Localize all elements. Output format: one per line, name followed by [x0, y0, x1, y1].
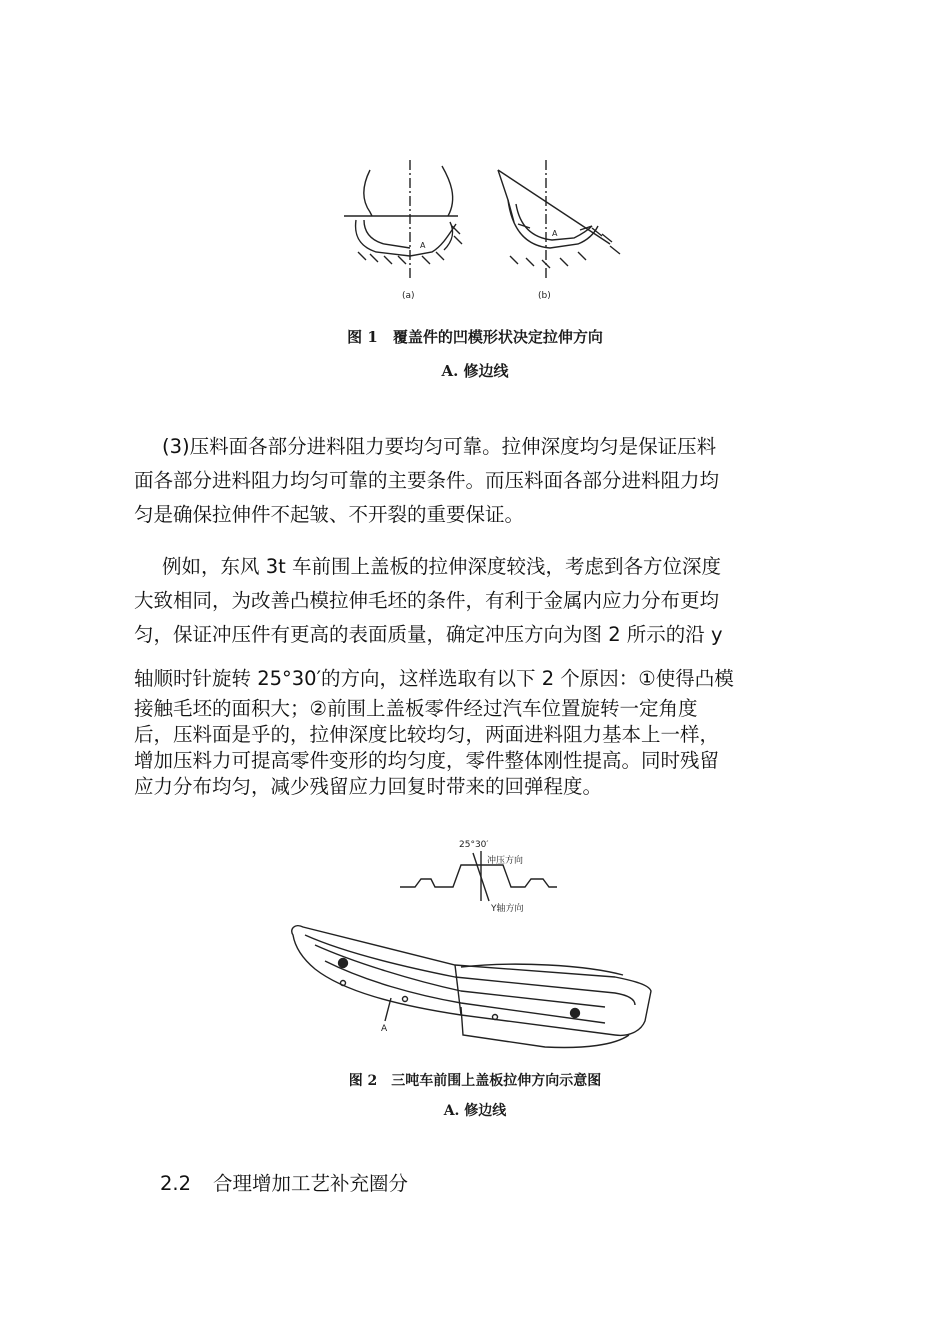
paragraph-2-line: 例如，东风 3t 车前围上盖板的拉伸深度较浅，考虑到各方位深度: [162, 555, 721, 578]
paragraph-2-line: 轴顺时针旋转 25°30′的方向，这样选取有以下 2 个原因：①使得凸模: [134, 667, 734, 690]
paragraph-2-line: 大致相同，为改善凸模拉伸毛坯的条件，有利于金属内应力分布更均: [134, 589, 720, 612]
paragraph-1-line: 面各部分进料阻力均匀可靠的主要条件。而压料面各部分进料阻力均: [134, 469, 720, 492]
figure-2-subcaption: A. 修边线: [443, 1103, 507, 1119]
paragraph-2-line: 增加压料力可提高零件变形的均匀度，零件整体刚性提高。同时残留: [134, 749, 720, 772]
fig2-y-axis-direction: Y轴方向: [491, 904, 524, 914]
fig2-label-a: A: [381, 1024, 388, 1034]
paragraph-1: [134, 430, 824, 532]
fig1-label-b: A: [552, 229, 558, 238]
figure-1-diagram: [330, 160, 630, 310]
paragraph-2-line: 匀，保证冲压件有更高的表面质量，确定冲压方向为图 2 所示的沿 y: [134, 623, 723, 646]
fig2-press-direction: 冲压方向: [487, 856, 524, 866]
fig1-label-a: A: [420, 241, 426, 250]
paragraph-2: [134, 550, 824, 800]
figure-2-caption: 图 2 三吨车前围上盖板拉伸方向示意图: [348, 1073, 602, 1089]
paragraph-1-line: (3)压料面各部分进料阻力要均匀可靠。拉伸深度均匀是保证压料: [162, 435, 717, 458]
section-number: 2.2: [160, 1172, 192, 1195]
figure-1-caption: 图 1 覆盖件的凹模形状决定拉伸方向: [347, 328, 603, 346]
figure-2-diagram: [285, 835, 665, 1065]
paragraph-2-line: 应力分布均匀，减少残留应力回复时带来的回弹程度。: [134, 775, 603, 798]
section-title: 合理增加工艺补充圈分: [213, 1172, 409, 1195]
fig1-sub-b: (b): [538, 291, 551, 301]
paragraph-2-line: 接触毛坯的面积大；②前围上盖板零件经过汽车位置旋转一定角度: [134, 697, 698, 720]
fig2-angle-label: 25°30′: [459, 840, 489, 850]
fig1-sub-a: (a): [402, 291, 415, 301]
paragraph-1-line: 匀是确保拉伸件不起皱、不开裂的重要保证。: [134, 503, 525, 526]
paragraph-2-line: 后，压料面是乎的，拉伸深度比较均匀，两面进料阻力基本上一样，: [134, 723, 720, 746]
section-heading: [160, 1168, 408, 1196]
figure-1-subcaption: A. 修边线: [441, 362, 509, 380]
